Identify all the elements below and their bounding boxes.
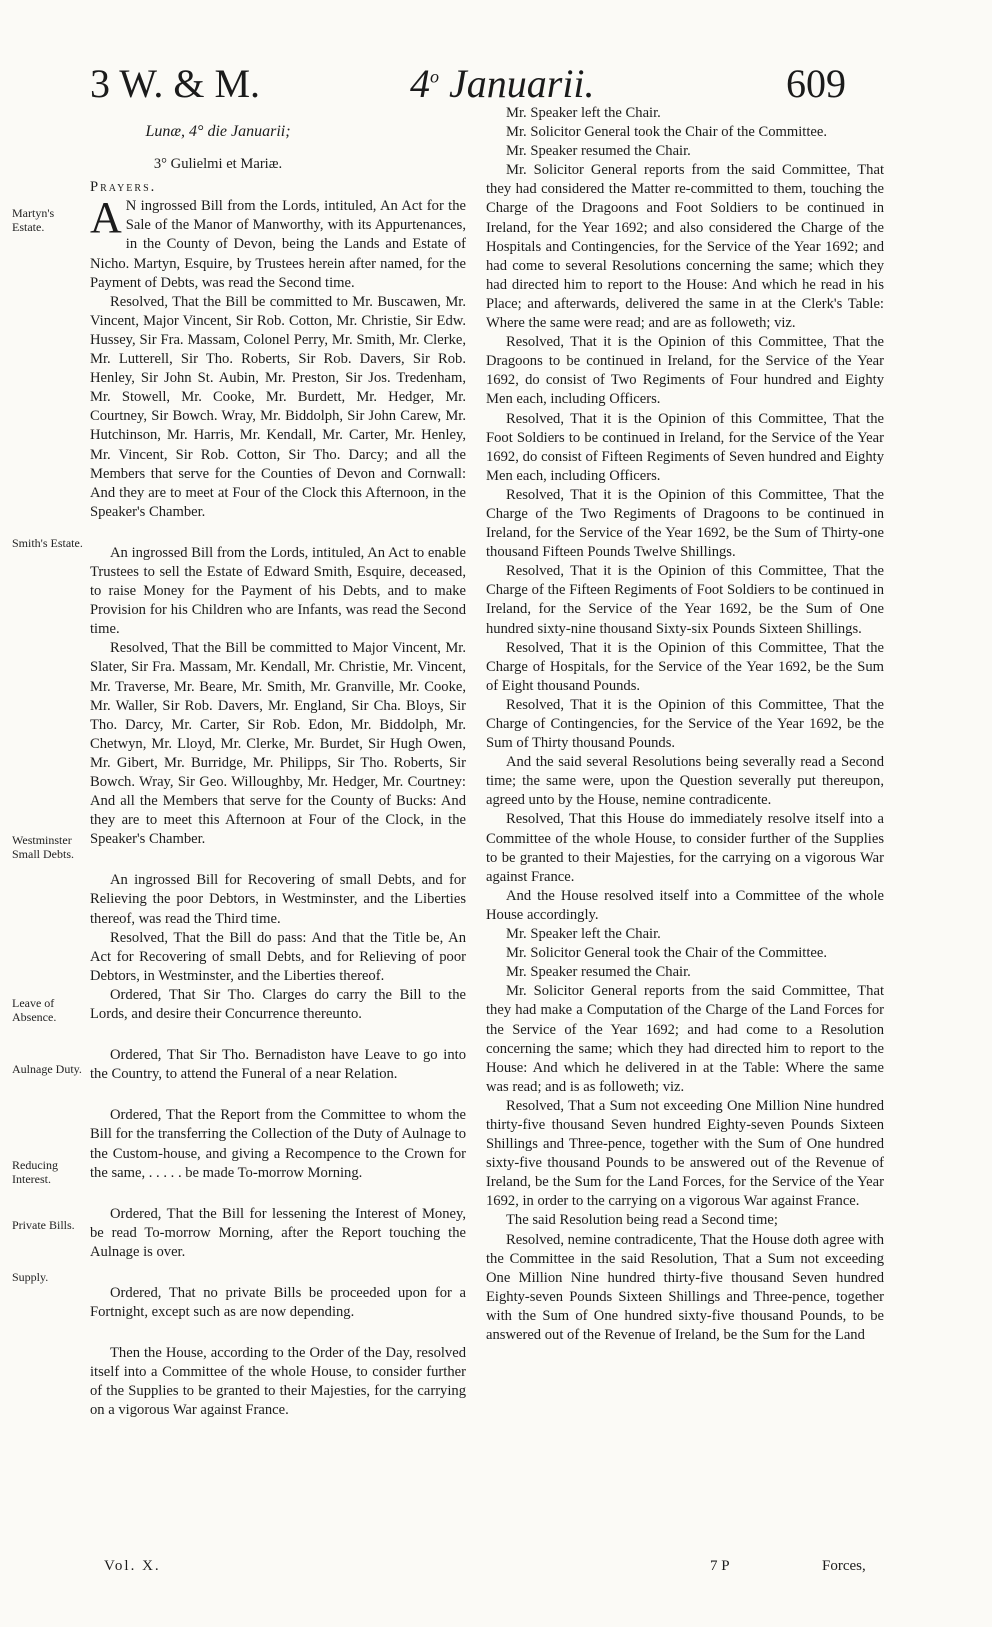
speaker-resumed-chair-2: Mr. Speaker resumed the Chair.: [506, 964, 691, 981]
volume-label: Vol. X.: [104, 1558, 161, 1574]
speaker-resumed-chair-1: Mr. Speaker resumed the Chair.: [506, 143, 691, 160]
resolution-nemine: Resolved, nemine contradicente, That the House doth agree with the Committee in the said Resolution, That a Sum not exceeding One Million Nine hundred thirty-five thousand Seven hundred Eighty-seven Pounds Sixteen Shillings and Three-pence, together with the Sum of One hundred sixty-five thousand Pounds, to be answered out of the Revenue of Ireland, be the Sum for the Land: [486, 1231, 884, 1343]
entry-leave-of-absence: Ordered, That Sir Tho. Bernadiston have Leave to go into the Country, to attend the Funeral of a near Relation.: [90, 1047, 466, 1083]
resolution-dragoons-strength: Resolved, That it is the Opinion of this Committee, That the Dragoons to be continued in Ireland, for the Service of the Year 1692, do consist of Two Regiments of Four hundred and Eighty Men each, including Officers.: [486, 334, 884, 408]
solicitor-took-chair-2: Mr. Solicitor General took the Chair of the Committee.: [506, 945, 827, 962]
house-resolved-committee: And the House resolved itself into a Committee of the whole House accordingly.: [486, 887, 884, 923]
regnal-year-heading: 3 W. & M.: [90, 61, 261, 106]
resolution-foot-charge: Resolved, That it is the Opinion of this Committee, That the Charge of the Fifteen Regiments of Foot Soldiers to be continued in Ireland, for the Service of the Year 1692, be the Sum of One hundred sixty-nine thousand Sixty-six Pounds Sixteen Shillings.: [486, 563, 884, 637]
entry-smith-bill: An ingrossed Bill from the Lords, intituled, An Act to enable Trustees to sell the Estate of Edward Smith, Esquire, deceased, to raise Money for the Payment of his Debts, and to make Provision for his Children who are Infants, was read the Second time.: [90, 544, 466, 638]
right-column: [486, 104, 884, 1345]
signature-mark: 7 P: [710, 1558, 730, 1574]
entry-smith-committal: Resolved, That the Bill be committed to Major Vincent, Mr. Slater, Sir Fra. Massam, Mr. Kendall, Mr. Christie, Mr. Vincent, Mr. Traverse, Mr. Beare, Mr. Smith, Mr. Granville, Mr. Cooke, Mr. Waller, Sir Rob. Davers, Mr. England, Sir Cha. Bloys, Sir Tho. Darcy, Mr. Carter, Sir Rob. Edon, Mr. Biddolph, Mr. Chetwyn, Mr. Lloyd, Mr. Clerke, Mr. Burdet, Sir Hugh Owen, Mr. Gibert, Mr. Burridge, Mr. Philipps, Sir Tho. Roberts, Sir Bowch. Wray, Sir Geo. Willoughby, Mr. Hedger, Mr. Courtney: And all the Members that serve for the County of Bucks: And they are to meet this Afternoon at Four of the Clock, in the Speaker's Chamber.: [90, 640, 466, 848]
margin-note-reducing-interest: Reducing Interest.: [12, 1158, 58, 1186]
margin-note-aulnage-duty: Aulnage Duty.: [12, 1062, 82, 1076]
margin-note-westminster-debts: Westminster Small Debts.: [12, 833, 74, 861]
margin-note-leave-of-absence: Leave of Absence.: [12, 996, 57, 1024]
resolution-dragoons-charge: Resolved, That it is the Opinion of this Committee, That the Charge of the Two Regiments of Dragoons to be continued in Ireland, for the Service of the Year 1692, be the Sum of Thirty-one thousand Fifteen Pounds Twelve Shillings.: [486, 486, 884, 561]
running-header: [0, 52, 992, 112]
resolution-contingencies: Resolved, That it is the Opinion of this Committee, That the Charge of Contingencies, for the Service of the Year 1692, be the Sum of Thirty thousand Pounds.: [486, 696, 884, 752]
page-number: 609: [786, 61, 846, 106]
entry-aulnage-report: Ordered, That the Report from the Committee to whom the Bill for the transferring the Collection of the Duty of Aulnage to the Custom-house, and giving a Recompence to the Crown for the same, . . . . . be made To-morrow Morning.: [90, 1107, 466, 1181]
entry-martyn-committal: Resolved, That the Bill be committed to Mr. Buscawen, Mr. Vincent, Major Vincent, Sir Rob. Cotton, Mr. Christie, Sir Edw. Hussey, Sir Fra. Massam, Colonel Perry, Mr. Smith, Mr. Clerke, Mr. Lutterell, Sir Tho. Roberts, Sir Rob. Davers, Sir Rob. Henley, Sir John St. Aubin, Mr. Preston, Sir Jos. Tredenham, Mr. Stowell, Mr. Cooke, Mr. Burdett, Mr. Hedger, Mr. Courtney, Sir Bowch. Wray, Mr. Biddolph, Sir John Carew, Mr. Hutchinson, Mr. Harris, Mr. Kendall, Mr. Carter, Mr. Henley, Mr. Vincent, Sir Rob. Cotton, Sir Tho. Darcy; and all the Members that serve for the Counties of Devon and Cornwall: And they are to meet at Four of the Clock this Afternoon, in the Speaker's Chamber.: [90, 293, 466, 520]
resolution-read-second: The said Resolution being read a Second time;: [506, 1212, 778, 1229]
report-land-forces: Mr. Solicitor General reports from the said Committee, That they had make a Computation of the Charge of the Land Forces for the Service of the Year 1692; and had come to a Resolution concerning the same; which they had directed him to report to the House: And which he delivered in at the Table: Where the same was read; and is as followeth; viz.: [486, 983, 884, 1095]
resolution-hospitals: Resolved, That it is the Opinion of this Committee, That the Charge of Hospitals, for the Service of the Year 1692, be the Sum of Eight thousand Pounds.: [486, 639, 884, 694]
regnal-line: 3° Gulielmi et Mariæ.: [153, 156, 283, 173]
entry-martyn-bill: [90, 193, 466, 292]
entry-westminster-pass: Resolved, That the Bill do pass: And that the Title be, An Act for Recovering of small Debts, and for Relieving of poor Debtors, in Westminster, and the Liberties thereof.: [90, 929, 466, 984]
speaker-left-chair-1: Mr. Speaker left the Chair.: [506, 105, 661, 121]
entry-westminster-carry: Ordered, That Sir Tho. Clarges do carry the Bill to the Lords, and desire their Concurrence thereunto.: [90, 986, 466, 1023]
resolutions-agreed: And the said several Resolutions being severally read a Second time; the same were, upon the Question severally put thereupon, agreed unto by the House, nemine contradicente.: [486, 754, 884, 809]
prayers-heading: Prayers.: [90, 179, 157, 196]
speaker-left-chair-2: Mr. Speaker left the Chair.: [506, 926, 661, 943]
report-dragoons-foot: Mr. Solicitor General reports from the said Committee, That they had considered the Matter re-committed to them, touching the Charge of the Dragoons and Foot Soldiers to be continued in Ireland, for the Year 1692; and also considered the Charge of the Hospitals and Contingencies, for the Service of the Year 1692; and had come to several Resolutions concerning the same; which they had directed him to report to the House: And which he read in his Place; and afterwards, delivered the same in at the Clerk's Table: Where the same were read; and are as followeth; viz.: [486, 162, 884, 332]
date-heading: [410, 60, 595, 107]
drop-cap: A: [90, 193, 122, 243]
date-heading-month: Januarii.: [449, 61, 595, 106]
resolution-land-forces: Resolved, That a Sum not exceeding One Million Nine hundred thirty-five thousand Seven hundred Eighty-seven Pounds Sixteen Shillings and Three-pence, together with the Sum of One hundred sixty-five thousand Pounds to be answered out of the Revenue of Ireland, be the Sum for the Land Forces, for the Service of the Year 1692, in order to the carrying on a vigorous War against France.: [486, 1097, 884, 1210]
sitting-date: Lunæ, 4° die Januarii;: [145, 123, 291, 140]
resolution-foot-strength: Resolved, That it is the Opinion of this Committee, That the Foot Soldiers to be continued in Ireland, for the Service of the Year 1692, do consist of Fifteen Regiments of Seven hundred and Eighty Men each, including Officers.: [486, 410, 884, 484]
left-column: [90, 122, 466, 1421]
solicitor-took-chair-1: Mr. Solicitor General took the Chair of the Committee.: [506, 124, 827, 141]
entry-private-bills: Ordered, That no private Bills be proceeded upon for a Fortnight, except such as are now depending.: [90, 1284, 466, 1321]
entry-reducing-interest: Ordered, That the Bill for lessening the Interest of Money, be read To-morrow Morning, after the Report touching the Aulnage is over.: [90, 1205, 466, 1260]
margin-note-martyns-estate: Martyn's Estate.: [12, 206, 55, 234]
entry-supply-committee: Then the House, according to the Order of the Day, resolved itself into a Committee of the whole House, to consider further of the Supplies to be granted to their Majesties, for the carrying on a vigorous War against France.: [90, 1345, 466, 1419]
resolution-committee-supply: Resolved, That this House do immediately resolve itself into a Committee of the whole House, to consider further of the Supplies to be granted to their Majesties, for the carrying on a vigorous War against France.: [486, 811, 884, 885]
date-heading-ordinal: o: [430, 66, 439, 87]
margin-note-smiths-estate: Smith's Estate.: [12, 536, 83, 550]
margin-note-supply: Supply.: [12, 1270, 49, 1284]
margin-note-private-bills: Private Bills.: [12, 1218, 75, 1232]
entry-westminster-bill: An ingrossed Bill for Recovering of small Debts, and for Relieving the poor Debtors, in Westminster, and the Liberties thereof, was read the Third time.: [90, 872, 466, 927]
entry-martyn-bill-text: N ingrossed Bill from the Lords, intituled, An Act for the Sale of the Manor of Manworthy, with its Appurtenances, in the County of Devon, being the Lands and Estate of Nicho. Martyn, Esquire, by Trustees herein after named, for the Payment of Debts, was read the Second time.: [90, 198, 466, 291]
date-heading-day: 4: [410, 61, 430, 106]
catchword: Forces,: [822, 1558, 866, 1574]
